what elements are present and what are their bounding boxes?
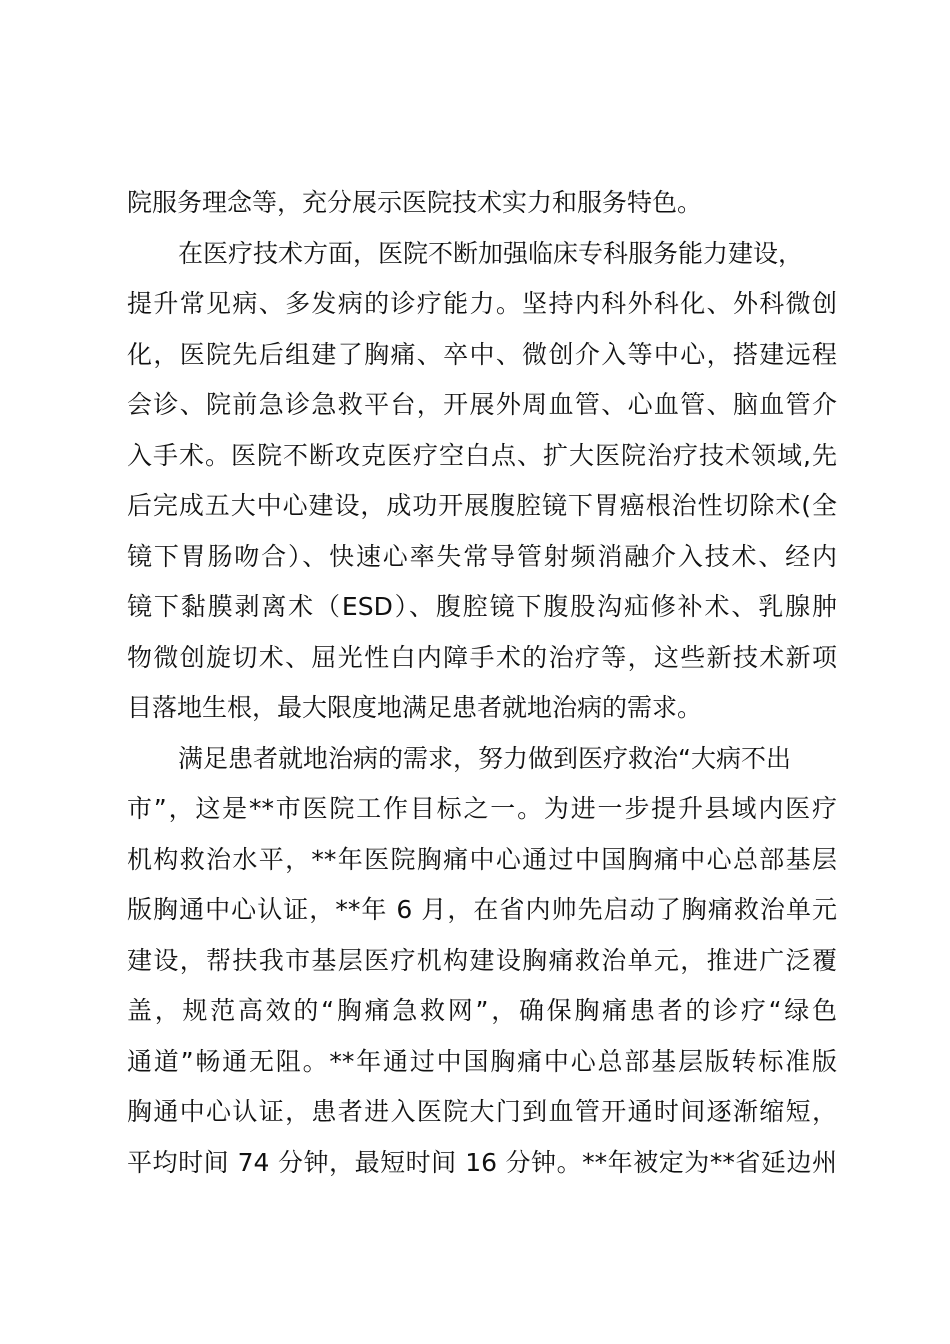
- paragraph-line: 版胸通中心认证，**年 6 月，在省内帅先启动了胸痛救治单元: [127, 895, 837, 924]
- paragraph-line: 建设，帮扶我市基层医疗机构建设胸痛救治单元，推进广泛覆: [127, 945, 837, 975]
- paragraph-line: 入手术。医院不断攻克医疗空白点、扩大医院治疗技术领域,先: [127, 440, 837, 470]
- paragraph-line: 院服务理念等，充分展示医院技术实力和服务特色。: [127, 188, 703, 217]
- paragraph-line: 目落地生根，最大限度地满足患者就地治病的需求。: [127, 693, 703, 722]
- paragraph-line: 胸通中心认证，患者进入医院大门到血管开通时间逐渐缩短，: [127, 1097, 837, 1126]
- paragraph-line: 会诊、院前急诊急救平台，开展外周血管、心血管、脑血管介: [127, 390, 837, 419]
- paragraph-line: 满足患者就地治病的需求，努力做到医疗救治“大病不出: [178, 743, 791, 773]
- paragraph-line: 机构救治水平，**年医院胸痛中心通过中国胸痛中心总部基层: [127, 844, 837, 874]
- paragraph-line: 在医疗技术方面，医院不断加强临床专科服务能力建设，: [178, 238, 804, 268]
- paragraph-line: 平均时间 74 分钟，最短时间 16 分钟。**年被定为**省延边州: [127, 1147, 837, 1177]
- paragraph-line: 后完成五大中心建设，成功开展腹腔镜下胃癌根治性切除术(全: [127, 491, 837, 520]
- paragraph-line: 物微创旋切术、屈光性白内障手术的治疗等，这些新技术新项: [127, 642, 837, 672]
- paragraph-line: 提升常见病、多发病的诊疗能力。坚持内科外科化、外科微创: [127, 289, 837, 318]
- paragraph-line: 市”，这是**市医院工作目标之一。为进一步提升县域内医疗: [127, 794, 837, 823]
- paragraph-line: 镜下黏膜剥离术（ESD）、腹腔镜下腹股沟疝修补术、乳腺肿: [127, 592, 837, 621]
- paragraph-line: 通道”畅通无阻。**年通过中国胸痛中心总部基层版转标准版: [127, 1046, 837, 1076]
- paragraph-line: 化，医院先后组建了胸痛、卒中、微创介入等中心，搭建远程: [127, 339, 837, 369]
- paragraph-line: 盖，规范高效的“胸痛急救网”，确保胸痛患者的诊疗“绿色: [127, 996, 837, 1025]
- paragraph-line: 镜下胃肠吻合）、快速心率失常导管射频消融介入技术、经内: [127, 541, 837, 571]
- body-text: [127, 178, 837, 1188]
